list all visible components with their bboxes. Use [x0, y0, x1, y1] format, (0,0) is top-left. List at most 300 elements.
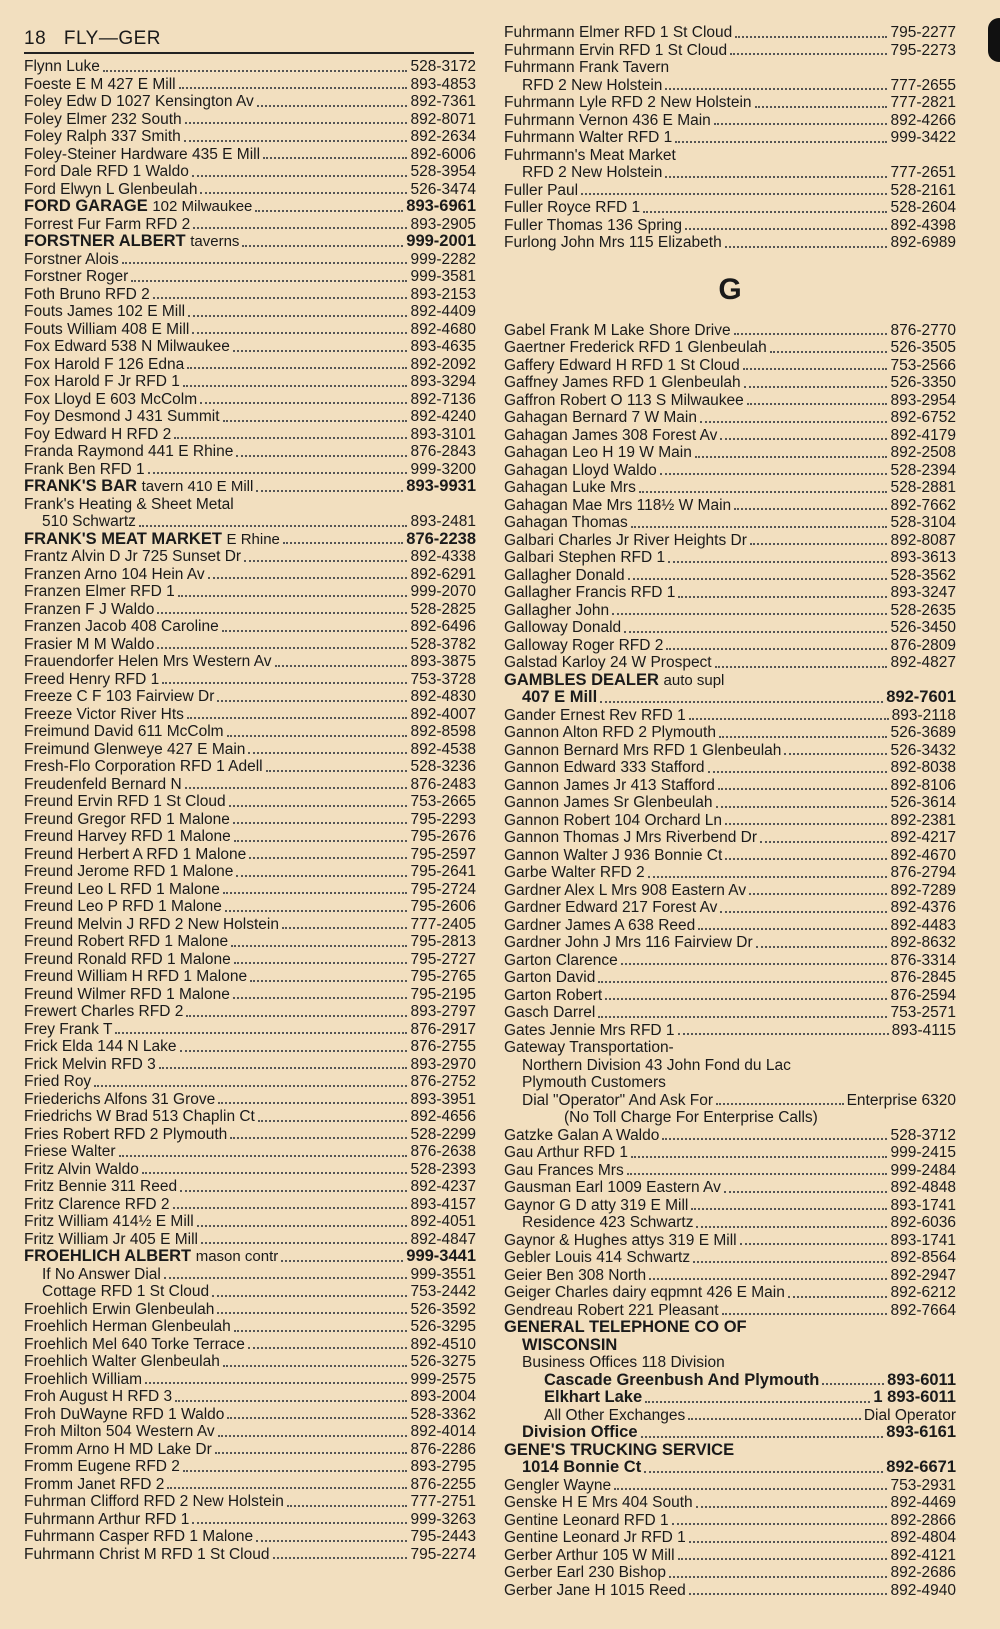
listing-name: Gengler Wayne: [504, 1476, 612, 1494]
leader-dots: [750, 543, 888, 545]
listing-heading: Fuhrmann's Meat Market: [504, 146, 676, 164]
listing-phone: 893-4157: [410, 1195, 476, 1213]
leader-dots: [142, 1172, 408, 1174]
listing-entry: [504, 1004, 956, 1022]
listing-name: Frank Ben RFD 1: [24, 460, 145, 478]
leader-dots: [131, 280, 407, 282]
listing-entry: [504, 199, 956, 217]
leader-dots: [631, 1156, 887, 1158]
listing-name: Garbe Walter RFD 2: [504, 864, 645, 881]
listing-entry: [504, 864, 956, 882]
leader-dots: [734, 333, 888, 335]
listing-entry: [504, 1459, 956, 1477]
listing-phone: 999-2415: [890, 1144, 956, 1161]
listing-phone: 893-2797: [410, 1003, 476, 1020]
leader-dots: [621, 963, 888, 965]
listing-phone: 892-4007: [410, 705, 476, 723]
leader-dots: [153, 297, 408, 299]
leader-dots: [678, 1558, 888, 1560]
listing-name: Ford Dale RFD 1 Waldo: [24, 163, 189, 180]
listing-name: Forstner Roger: [24, 268, 129, 285]
leader-dots: [716, 806, 888, 808]
leader-dots: [755, 106, 888, 108]
listing-name: Freund Melvin J RFD 2 New Holstein: [24, 915, 279, 933]
listing-name: Gerber Jane H 1015 Reed: [504, 1581, 686, 1599]
listing-entry: [504, 584, 956, 602]
listing-name: Fuller Royce RFD 1: [504, 199, 641, 216]
listing-name: FROEHLICH ALBERT mason contr: [24, 1247, 279, 1265]
leader-dots: [770, 351, 888, 353]
listing-name: Froehlich Herman Glenbeulah: [24, 1318, 231, 1335]
listing-phone: 892-2634: [410, 128, 476, 145]
listing-entry: [504, 322, 956, 340]
listing-name: Gahagan Luke Mrs: [504, 479, 636, 496]
listing-phone: 892-4469: [890, 1494, 956, 1511]
listing-name: Gaffney James RFD 1 Glenbeulah: [504, 374, 741, 391]
listing-phone: 999-3422: [890, 129, 956, 146]
listing-entry: [24, 58, 476, 76]
listing-name: Division Office: [522, 1423, 638, 1441]
listing-entry: [24, 1231, 476, 1249]
leader-dots: [266, 770, 408, 772]
listing-heading-bold: GENERAL TELEPHONE CO OF: [504, 1318, 747, 1336]
listing-phone: 892-4237: [410, 1178, 476, 1195]
listing-entry: [504, 1512, 956, 1530]
listing-entry: [24, 1318, 476, 1336]
listing-name: Garton Clarence: [504, 951, 618, 969]
listing-entry: [24, 1178, 476, 1196]
listing-entry: [504, 899, 956, 917]
listing-name: Gander Ernest Rev RFD 1: [504, 706, 686, 724]
listing-entry: [24, 898, 476, 916]
listing-phone: 528-3236: [410, 758, 476, 775]
listing-entry: [24, 828, 476, 846]
listing-entry: [24, 233, 476, 251]
listing-phone: 999-2001: [406, 232, 476, 250]
leader-dots: [631, 526, 888, 528]
listing-name: Fuhrmann Arthur RFD 1: [24, 1510, 190, 1528]
leader-dots: [730, 53, 887, 55]
listing-phone: 526-3450: [890, 619, 956, 636]
listing-entry: [504, 1564, 956, 1582]
listing-name: Franzen Elmer RFD 1: [24, 583, 175, 600]
listing-phone: 893-2153: [410, 285, 476, 303]
listing-phone: 892-8598: [410, 723, 476, 740]
listing-name: Fuhrmann Casper RFD 1 Malone: [24, 1528, 254, 1545]
leader-dots: [257, 105, 408, 107]
listing-phone: 893-6161: [886, 1423, 956, 1441]
listing-description: 102 Milwaukee: [152, 198, 253, 215]
listing-phone: 892-8087: [890, 531, 956, 549]
listing-entry: [24, 1196, 476, 1214]
listing-description: E Rhine: [226, 530, 280, 548]
listing-entry: [504, 1407, 956, 1425]
listing-entry: [504, 549, 956, 567]
leader-dots: [698, 928, 887, 930]
listing-phone: 526-3614: [890, 794, 956, 811]
listing-phone: 892-4510: [410, 1335, 476, 1353]
leader-dots: [175, 1400, 407, 1402]
listing-name: Gannon James Sr Glenbeulah: [504, 794, 713, 811]
listing-entry: [504, 1389, 956, 1407]
listing-name: Friedrichs W Brad 513 Chaplin Ct: [24, 1108, 255, 1125]
leader-dots: [159, 1067, 408, 1069]
right-column: [504, 24, 956, 1599]
listing-entry: [24, 548, 476, 566]
listing-name: Fuhrmann Elmer RFD 1 St Cloud: [504, 24, 733, 41]
listing-phone: 892-2686: [890, 1564, 956, 1581]
listing-name: Fritz William Jr 405 E Mill: [24, 1230, 198, 1248]
listing-phone: 892-2866: [890, 1511, 956, 1529]
listing-entry: [24, 1458, 476, 1476]
listing-entry: [24, 373, 476, 391]
leader-dots: [122, 262, 408, 264]
listing-name: Fox Lloyd E 603 McColm: [24, 390, 198, 408]
listing-entry: [24, 758, 476, 776]
leader-dots: [648, 876, 888, 878]
listing-entry: [24, 1266, 476, 1284]
listing-entry: [24, 531, 476, 549]
listing-name: Gentine Leonard Jr RFD 1: [504, 1529, 686, 1546]
listing-phone: 893-2905: [410, 215, 476, 233]
listing-phone: 999-3551: [410, 1265, 476, 1283]
listing-name: Freund Herbert A RFD 1 Malone: [24, 845, 247, 863]
listing-phone: 528-3362: [410, 1405, 476, 1423]
listing-entry: [24, 1406, 476, 1424]
listing-name: Frewert Charles RFD 2: [24, 1003, 184, 1020]
listing-phone: 892-4656: [410, 1108, 476, 1125]
listing-phone: 528-2161: [890, 181, 956, 199]
leader-dots: [223, 1365, 408, 1367]
listing-phone: 526-3474: [410, 180, 476, 198]
listing-name: RFD 2 New Holstein: [522, 76, 663, 94]
listing-entry: [24, 478, 476, 496]
listing-name: Geier Ben 308 North: [504, 1266, 647, 1284]
listing-phone: 893-2481: [410, 513, 476, 530]
listing-entry: [24, 1283, 476, 1301]
listing-name: 510 Schwartz: [42, 513, 136, 530]
listing-entry: [504, 514, 956, 532]
page-header: [24, 28, 474, 54]
listing-phone: 892-4014: [410, 1423, 476, 1440]
leader-dots: [145, 1382, 407, 1384]
leader-dots: [287, 1505, 408, 1507]
listing-phone: 528-2299: [410, 1125, 476, 1143]
listing-entry: [24, 1511, 476, 1529]
listing-phone: 795-2724: [410, 880, 476, 898]
listing-entry: [504, 1547, 956, 1565]
listing-phone: 777-2405: [410, 915, 476, 933]
listing-phone: 893-2970: [410, 1055, 476, 1073]
leader-dots: [666, 648, 887, 650]
listing-phone: 893-3613: [890, 549, 956, 566]
listing-phone: 893-4635: [410, 338, 476, 355]
listing-phone: 892-4121: [890, 1546, 956, 1564]
listing-entry: [24, 268, 476, 286]
listing-name: Genske H E Mrs 404 South: [504, 1494, 693, 1511]
leader-dots: [822, 1383, 884, 1385]
leader-dots: [217, 700, 407, 702]
listing-name: Fouts William 408 E Mill: [24, 320, 190, 338]
leader-dots: [725, 858, 887, 860]
listing-entry: [504, 1529, 956, 1547]
leader-dots: [256, 1540, 407, 1542]
leader-dots: [185, 787, 408, 789]
listing-name: Friese Walter: [24, 1143, 116, 1160]
listing-name: Elkhart Lake: [544, 1388, 643, 1406]
leader-dots: [227, 1417, 407, 1419]
listing-heading-bold: GAMBLES DEALER auto supl: [504, 670, 725, 689]
listing-phone: 526-3275: [410, 1353, 476, 1370]
listing-entry: [504, 427, 956, 445]
listing-name: Freund Leo P RFD 1 Malone: [24, 898, 222, 915]
listing-name: Gallagher Francis RFD 1: [504, 584, 676, 601]
left-column: [24, 58, 476, 1563]
listing-name: Galstad Karloy 24 W Prospect: [504, 654, 712, 671]
listing-phone: 893-4115: [891, 1021, 956, 1039]
listing-entry: [504, 602, 956, 620]
listing-entry: [504, 1494, 956, 1512]
listing-name: Galbari Stephen RFD 1: [504, 549, 666, 566]
listing-entry: [504, 882, 956, 900]
listing-entry: [504, 42, 956, 60]
listing-name: Gahagan Lloyd Waldo: [504, 461, 657, 479]
leader-dots: [605, 998, 887, 1000]
listing-name: Freed Henry RFD 1: [24, 670, 160, 688]
listing-phone: 892-6291: [410, 565, 476, 583]
leader-dots: [192, 175, 408, 177]
listing-entry: [504, 1197, 956, 1215]
listing-name: Gentine Leonard RFD 1: [504, 1511, 669, 1529]
listing-name: Flynn Luke: [24, 58, 100, 75]
listing-entry: [24, 408, 476, 426]
listing-name: Fox Harold F 126 Edna: [24, 355, 185, 373]
leader-dots: [598, 1016, 887, 1018]
leader-dots: [256, 490, 403, 492]
leader-dots: [614, 1488, 887, 1490]
listing-entry: [24, 251, 476, 269]
listing-entry: [504, 24, 956, 42]
leader-dots: [180, 1190, 407, 1192]
listing-name: FORD GARAGE 102 Milwaukee: [24, 197, 253, 215]
listing-name: Fouts James 102 E Mill: [24, 303, 186, 320]
listing-entry: [24, 1091, 476, 1109]
listing-phone: 526-3350: [890, 374, 956, 391]
listing-name: Cottage RFD 1 St Cloud: [42, 1283, 210, 1300]
leader-dots: [201, 1242, 408, 1244]
leader-dots: [665, 176, 887, 178]
listing-entry: [504, 1232, 956, 1250]
listing-phone: 999-2575: [410, 1370, 476, 1388]
listing-entry: [504, 112, 956, 130]
listing-name: Gendreau Robert 221 Pleasant: [504, 1301, 719, 1319]
leader-dots: [696, 1506, 888, 1508]
listing-name: Fox Harold F Jr RFD 1: [24, 373, 180, 390]
listing-entry: [24, 951, 476, 969]
listing-name: Franzen Jacob 408 Caroline: [24, 618, 219, 635]
listing-name: Gaertner Frederick RFD 1 Glenbeulah: [504, 339, 767, 356]
listing-phone: 876-2845: [890, 969, 956, 986]
listing-phone: 892-2947: [890, 1266, 956, 1284]
listing-phone: 892-2381: [890, 811, 956, 829]
listing-name: Freudenfeld Bernard N: [24, 775, 182, 793]
listing-entry: [504, 1022, 956, 1040]
listing-phone: 892-4940: [890, 1581, 956, 1599]
listing-entry: [504, 777, 956, 795]
listing-phone: 892-6752: [890, 409, 956, 426]
listing-name: Gerber Earl 230 Bishop: [504, 1564, 666, 1581]
listing-entry: [24, 706, 476, 724]
listing-name: Gaffron Robert O 113 S Milwaukee: [504, 391, 744, 409]
listing-phone: 892-4670: [890, 846, 956, 864]
listing-name: Fox Edward 538 N Milwaukee: [24, 338, 230, 355]
listing-phone: 876-2286: [410, 1440, 476, 1458]
listing-phone: 892-4848: [890, 1179, 956, 1196]
listing-name: Franzen Arno 104 Hein Av: [24, 565, 205, 583]
listing-entry: [504, 77, 956, 95]
page-number: 18: [24, 28, 47, 49]
leader-dots: [696, 1226, 887, 1228]
listing-name: Gaynor & Hughes attys 319 E Mill: [504, 1231, 737, 1249]
listing-name: Gabel Frank M Lake Shore Drive: [504, 321, 731, 339]
leader-dots: [660, 473, 888, 475]
listing-name: Friederichs Alfons 31 Grove: [24, 1090, 216, 1108]
listing-name: Forstner Alois: [24, 250, 119, 268]
listing-heading: Frank's Heating & Sheet Metal: [24, 495, 234, 513]
listing-entry: [504, 94, 956, 112]
listing-name: Froehlich William: [24, 1370, 142, 1388]
listing-name: Gaynor G D atty 319 E Mill: [504, 1196, 689, 1214]
listing-entry: [504, 374, 956, 392]
leader-dots: [192, 1522, 407, 1524]
leader-dots: [236, 455, 407, 457]
listing-name: Gerber Arthur 105 W Mill: [504, 1546, 675, 1564]
leader-dots: [744, 386, 888, 388]
listing-name: Fritz Bennie 311 Reed: [24, 1178, 178, 1195]
listing-phone: 892-6006: [410, 145, 476, 163]
listing-name: Gannon Walter J 936 Bonnie Ct: [504, 846, 723, 864]
listing-phone: 795-2443: [410, 1528, 476, 1545]
leader-dots: [740, 1243, 888, 1245]
leader-dots: [233, 997, 408, 999]
listing-name: Foy Edward H RFD 2: [24, 425, 172, 443]
leader-dots: [685, 228, 887, 230]
leader-dots: [645, 1401, 870, 1403]
listing-name: Freund William H RFD 1 Malone: [24, 968, 248, 985]
listing-phone: 893-4853: [410, 75, 476, 93]
listing-entry: [504, 969, 956, 987]
leader-dots: [185, 122, 408, 124]
listing-phone: 528-3104: [890, 514, 956, 531]
listing-name: Furlong John Mrs 115 Elizabeth: [504, 234, 722, 251]
listing-phone: 753-2442: [410, 1283, 476, 1300]
listing-phone: 892-7601: [886, 688, 956, 706]
listing-phone: 892-4804: [890, 1529, 956, 1546]
listing-entry: [24, 1301, 476, 1319]
listing-entry: [504, 1267, 956, 1285]
listing-entry: [24, 303, 476, 321]
listing-phone: 893-6011: [887, 1370, 956, 1389]
leader-dots: [217, 1312, 407, 1314]
listing-name: Gardner John J Mrs 116 Fairview Dr: [504, 934, 753, 951]
leader-dots: [187, 717, 408, 719]
listing-phone: 892-4398: [890, 216, 956, 234]
leader-dots: [119, 1155, 408, 1157]
leader-dots: [628, 578, 888, 580]
leader-dots: [180, 1050, 408, 1052]
listing-entry: [504, 742, 956, 760]
leader-dots: [600, 701, 883, 703]
leader-dots: [236, 875, 407, 877]
listing-name: Gahagan Bernard 7 W Main: [504, 409, 697, 426]
leader-dots: [788, 1296, 888, 1298]
listing-entry: [504, 689, 956, 707]
listing-entry: [504, 1179, 956, 1197]
listing-phone: 526-3505: [890, 339, 956, 356]
listing-phone: 528-3172: [410, 58, 476, 75]
leader-dots: [612, 613, 887, 615]
listing-entry: [24, 1528, 476, 1546]
listing-name: Gardner James A 638 Reed: [504, 916, 696, 934]
listing-entry: [504, 1424, 956, 1442]
listing-entry: [24, 1388, 476, 1406]
listing-entry: [24, 461, 476, 479]
listing-phone: 893-3294: [410, 373, 476, 390]
listing-name: Fuller Thomas 136 Spring: [504, 216, 683, 234]
listing-phone: 795-2277: [890, 24, 956, 41]
listing-entry: [504, 234, 956, 252]
leader-dots: [675, 141, 887, 143]
listing-phone: 892-6496: [410, 618, 476, 635]
leader-dots: [743, 368, 888, 370]
listing-name: Gannon Alton RFD 2 Plymouth: [504, 724, 716, 741]
leader-dots: [283, 542, 403, 544]
listing-entry: [24, 968, 476, 986]
listing-phone: Dial Operator: [863, 1406, 956, 1424]
listing-phone: 893-1741: [890, 1196, 956, 1214]
listing-entry: [24, 1021, 476, 1039]
listing-phone: 795-2195: [410, 985, 476, 1003]
leader-dots: [725, 823, 887, 825]
listing-phone: 795-2813: [410, 933, 476, 950]
listing-name: Gau Frances Mrs: [504, 1161, 624, 1179]
listing-name: Froehlich Erwin Glenbeulah: [24, 1300, 215, 1318]
listing-phone: 876-2794: [890, 864, 956, 881]
listing-phone: 526-3432: [890, 741, 956, 759]
leader-dots: [223, 420, 408, 422]
leader-dots: [282, 927, 408, 929]
listing-entry: [24, 1143, 476, 1161]
listing-name: Galloway Donald: [504, 619, 622, 636]
listing-name: Fuhrmann Walter RFD 1: [504, 129, 673, 146]
listing-entry: [504, 1127, 956, 1145]
listing-phone: 893-6961: [406, 197, 476, 215]
leader-dots: [700, 421, 887, 423]
leader-dots: [734, 508, 887, 510]
leader-dots: [188, 315, 407, 317]
listing-entry: [504, 479, 956, 497]
listing-phone: 753-2571: [890, 1004, 956, 1021]
listing-subline: Business Offices 118 Division: [522, 1354, 725, 1371]
leader-dots: [665, 88, 887, 90]
leader-dots: [187, 367, 407, 369]
leader-dots: [249, 857, 407, 859]
listing-name: Freund Robert RFD 1 Malone: [24, 933, 229, 950]
listing-entry: [24, 618, 476, 636]
listing-entry: [24, 601, 476, 619]
listing-phone: 892-8071: [410, 110, 476, 128]
listing-phone: 999-3581: [410, 268, 476, 285]
